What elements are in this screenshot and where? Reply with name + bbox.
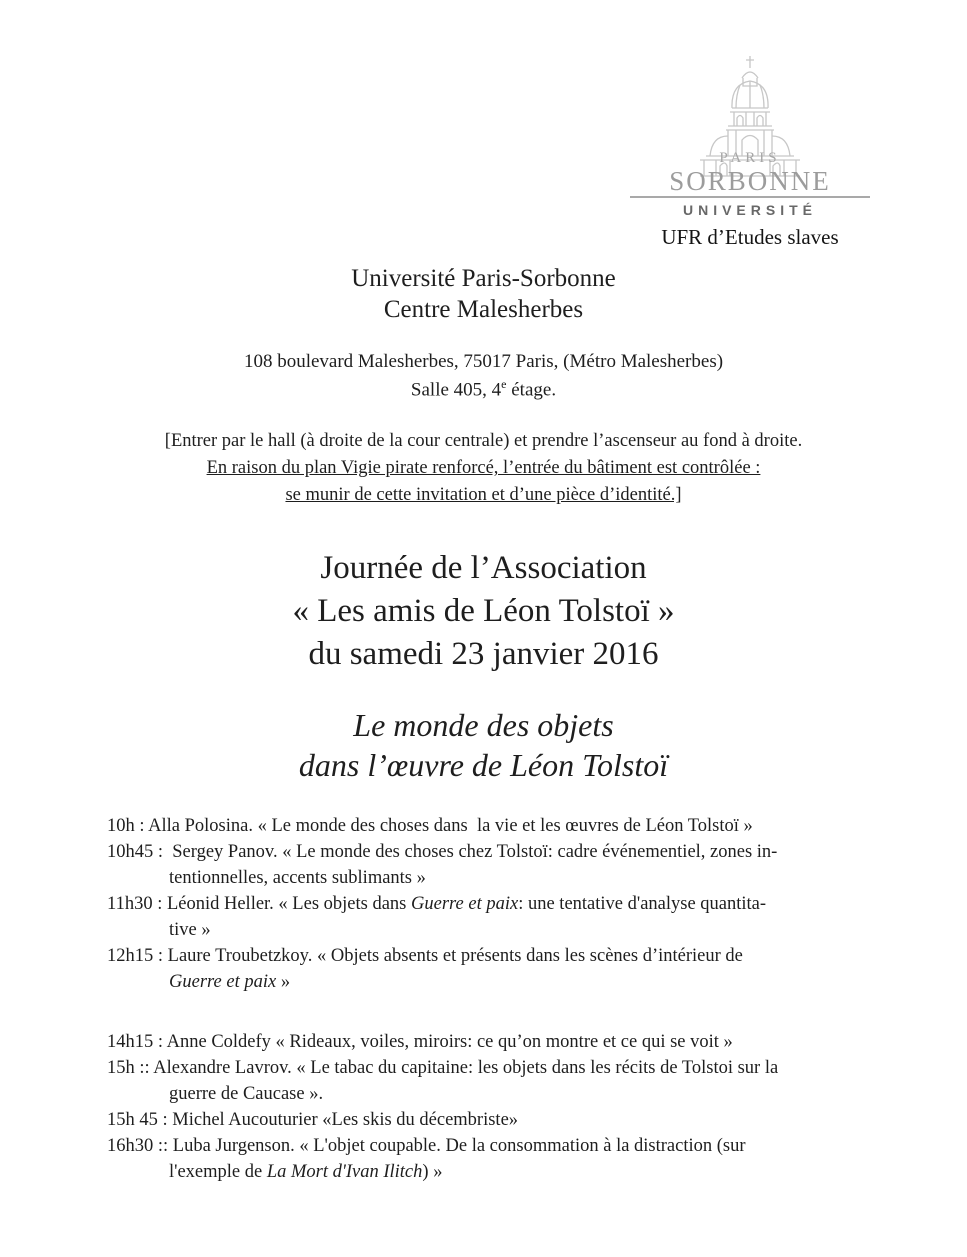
access-notice — [0, 428, 967, 509]
ordinal-superscript: e — [501, 377, 507, 391]
program-line: tive » — [169, 920, 211, 941]
program-line: 16h30 :: Luba Jurgenson. « L'objet coupable. De la consommation à la distraction (sur — [107, 1136, 746, 1157]
event-title-line: Journée de l’Association — [320, 550, 647, 587]
address-block — [0, 350, 967, 401]
logo-universite-label: UNIVERSITÉ — [682, 202, 817, 218]
program-line: 14h15 : Anne Coldefy « Rideaux, voiles, miroirs: ce qu’on montre et ce qui se voit » — [107, 1032, 733, 1053]
notice-line-underlined: se munir de cette invitation et d’une pièce d’identité.] — [285, 485, 682, 506]
program-line: 15h :: Alexandre Lavrov. « Le tabac du capitaine: les objets dans les récits de Tolstoi sur la — [107, 1058, 779, 1079]
program-line: 12h15 : Laure Troubetzkoy. « Objets absents et présents dans les scènes d’intérieur de — [107, 946, 743, 967]
event-title-line: du samedi 23 janvier 2016 — [308, 636, 659, 673]
program-line: 10h45 : Sergey Panov. « Le monde des choses chez Tolstoï: cadre événementiel, zones in- — [107, 842, 778, 863]
university-header — [0, 263, 967, 325]
program-line: guerre de Caucase ». — [169, 1084, 324, 1105]
notice-line: [Entrer par le hall (à droite de la cour centrale) et prendre l’ascenseur au fond à droite. — [164, 431, 803, 452]
campus-name: Centre Malesherbes — [383, 296, 584, 323]
program-line: 10h : Alla Polosina. « Le monde des choses dans la vie et les œuvres de Léon Tolstoï » — [107, 816, 753, 837]
program-line: l'exemple de La Mort d'Ivan Ilitch) » — [169, 1162, 443, 1183]
program-list — [0, 813, 967, 1185]
ufr-department-label: UFR d’Etudes slaves — [661, 225, 839, 249]
event-title-line: « Les amis de Léon Tolstoï » — [292, 593, 675, 630]
street-address: 108 boulevard Malesherbes, 75017 Paris, (Métro Malesherbes) — [243, 351, 724, 372]
room-address: Salle 405, 4e étage. — [410, 377, 557, 401]
event-theme-line: dans l’œuvre de Léon Tolstoï — [298, 747, 669, 784]
program-line: Guerre et paix » — [169, 972, 291, 993]
university-name: Université Paris-Sorbonne — [351, 265, 616, 292]
program-line: 15h 45 : Michel Aucouturier «Les skis du décembriste» — [107, 1110, 519, 1131]
program-section-gap — [107, 995, 912, 1029]
event-theme — [0, 705, 967, 785]
program-line: 11h30 : Léonid Heller. « Les objets dans Guerre et paix: une tentative d'analyse quantita- — [107, 894, 767, 915]
logo-paris-label: PARIS — [719, 150, 781, 166]
program-line: tentionnelles, accents sublimants » — [169, 868, 426, 889]
event-title — [0, 547, 967, 676]
event-theme-line: Le monde des objets — [353, 707, 614, 744]
logo-sorbonne-label: SORBONNE — [669, 166, 831, 196]
notice-line-underlined: En raison du plan Vigie pirate renforcé, l’entrée du bâtiment est contrôlée : — [206, 458, 761, 479]
